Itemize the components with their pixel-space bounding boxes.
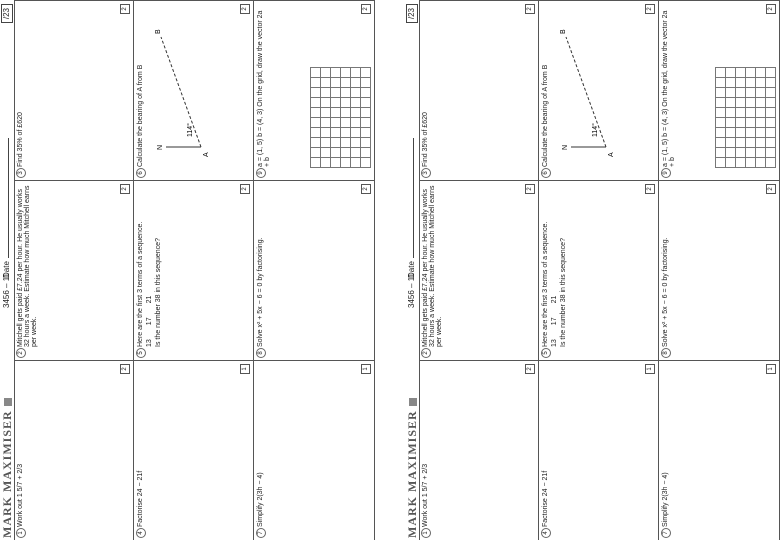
north-label: N [562,144,569,150]
question-9: 9 a = (1, 5) b = (4, 3) On the grid, draw the vector 2a + b 2 [254,0,375,180]
question-6: 6 Calculate the bearing of A from B N A B 114° 2 [134,0,254,180]
worksheet-right [405,0,780,540]
logo: MARK MAXIMISER [405,394,420,538]
question-7: 7 Simplify 2(3h − 4) 1 [254,360,375,540]
question-6: 6 Calculate the bearing of A from B N A B 114° 2 [539,0,659,180]
sheet-gap [375,0,405,540]
point-b-label: B [560,29,567,34]
question-8: 8 Solve x² + 5x − 6 = 0 by factorising. 2 [659,180,780,360]
ref-number: 3456 – 11 [2,273,11,308]
vector-grid[interactable] [310,67,371,168]
total-score: /23 [1,4,13,23]
total-score: /23 [406,4,418,23]
worksheet-left [0,0,375,540]
question-8: 8 Solve x² + 5x − 6 = 0 by factorising. 2 [254,180,375,360]
question-4: 4 Factorise 24 − 21f 1 [539,360,659,540]
point-b-label: B [155,29,162,34]
question-4: 4 Factorise 24 − 21f 1 [134,360,254,540]
question-5: 5 Here are the first 3 terms of a sequence. 131721 Is the number 38 in this sequence? 2 [539,180,659,360]
point-a-label: A [203,152,210,157]
question-2: 2 Mitchell gets paid £7.24 per hour. He usually works 32 hours a week. Estimate how much Mitchell earns per week. 2 [14,180,134,360]
question-1: 1 Work out 1 5/7 + 2/3 2 [14,360,134,540]
date-field[interactable]: Date [2,138,11,278]
question-3: 3 Find 35% of £620 2 [14,0,134,180]
question-7: 7 Simplify 2(3h − 4) 1 [659,360,780,540]
date-field[interactable]: Date [407,138,416,278]
vector-grid[interactable] [715,67,776,168]
bearing-diagram [551,17,621,167]
logo: MARK MAXIMISER [0,394,15,538]
question-1: 1 Work out 1 5/7 + 2/3 2 [419,360,539,540]
angle-label: 114° [187,123,194,137]
question-2: 2 Mitchell gets paid £7.24 per hour. He usually works 32 hours a week. Estimate how much Mitchell earns per week. 2 [419,180,539,360]
question-3: 3 Find 35% of £620 2 [419,0,539,180]
question-5: 5 Here are the first 3 terms of a sequence. 131721 Is the number 38 in this sequence? 2 [134,180,254,360]
angle-label: 114° [592,123,599,137]
ref-number: 3456 – 11 [407,273,416,308]
question-9: 9 a = (1, 5) b = (4, 3) On the grid, draw the vector 2a + b 2 [659,0,780,180]
worksheet-header [0,0,15,540]
north-label: N [157,144,164,150]
bearing-diagram [146,17,216,167]
point-a-label: A [608,152,615,157]
worksheet-header [405,0,420,540]
